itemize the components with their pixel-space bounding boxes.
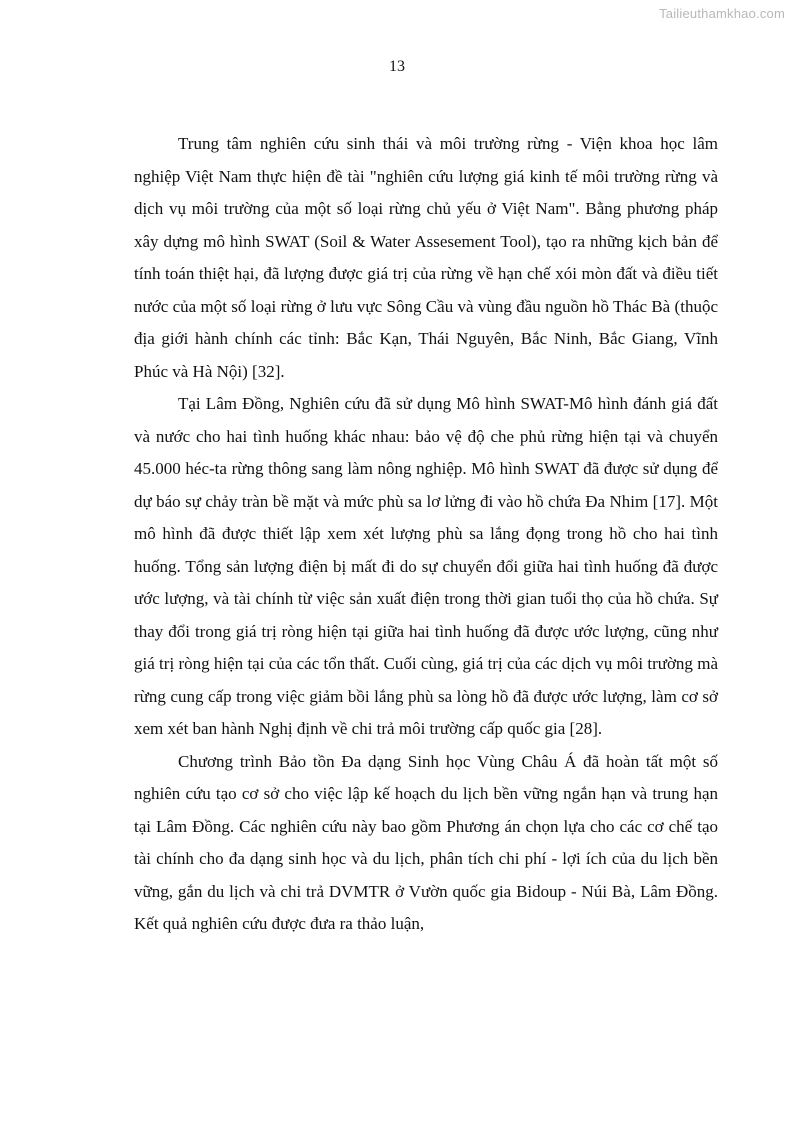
paragraph-3: Chương trình Bảo tồn Đa dạng Sinh học Vùng Châu Á đã hoàn tất một số nghiên cứu tạo cơ sở cho việc lập kế hoạch du lịch bền vững ngắn hạn và trung hạn tại Lâm Đồng. Các nghiên cứu này bao gồm Phương án chọn lựa cho các cơ chế tạo tài chính cho đa dạng sinh học và du lịch, phân tích chi phí - lợi ích của du lịch bền vững, gắn du lịch và chi trả DVMTR ở Vườn quốc gia Bidoup - Núi Bà, Lâm Đồng. Kết quả nghiên cứu được đưa ra thảo luận, (134, 751, 718, 933)
paragraph-2: Tại Lâm Đồng, Nghiên cứu đã sử dụng Mô hình SWAT-Mô hình đánh giá đất và nước cho hai tình huống khác nhau: bảo vệ độ che phủ rừng hiện tại và chuyển 45.000 héc-ta rừng thông sang làm nông nghiệp. Mô hình SWAT đã được sử dụng để dự báo sự chảy tràn bề mặt và mức phù sa lơ lửng đi vào hồ chứa Đa Nhim [17]. Một mô hình đã được thiết lập xem xét lượng phù sa lắng đọng trong hồ cho hai tình huống. Tổng sản lượng điện bị mất đi do sự chuyển đổi giữa hai tình huống đã được ước lượng, và tài chính từ việc sản xuất điện trong thời gian tuổi thọ của hồ chứa. Sự thay đổi trong giá trị ròng hiện tại giữa hai tình huống đã được ước lượng, cũng như giá trị ròng hiện tại của các tổn thất. Cuối cùng, giá trị của các dịch vụ môi trường mà rừng cung cấp trong việc giảm bồi lắng phù sa lòng hồ đã được ước lượng, làm cơ sở xem xét ban hành Nghị định về chi trả môi trường cấp quốc gia [28]. (134, 394, 718, 738)
page-number: 13 (389, 58, 405, 75)
paragraph-1: Trung tâm nghiên cứu sinh thái và môi trường rừng - Viện khoa học lâm nghiệp Việt Nam thực hiện đề tài "nghiên cứu lượng giá kinh tế môi trường rừng và dịch vụ môi trường của một số loại rừng chủ yếu ở Việt Nam". Bằng phương pháp xây dựng mô hình SWAT (Soil & Water Assesement Tool), tạo ra những kịch bản để tính toán thiệt hại, đã lượng được giá trị của rừng về hạn chế xói mòn đất và điều tiết nước của một số loại rừng ở lưu vực Sông Cầu và vùng đầu nguồn hồ Thác Bà (thuộc địa giới hành chính các tỉnh: Bắc Kạn, Thái Nguyên, Bắc Ninh, Bắc Giang, Vĩnh Phúc và Hà Nội) [32]. (134, 134, 718, 381)
document-body (134, 128, 718, 941)
watermark: Tailieuthamkhao.com (659, 6, 785, 21)
